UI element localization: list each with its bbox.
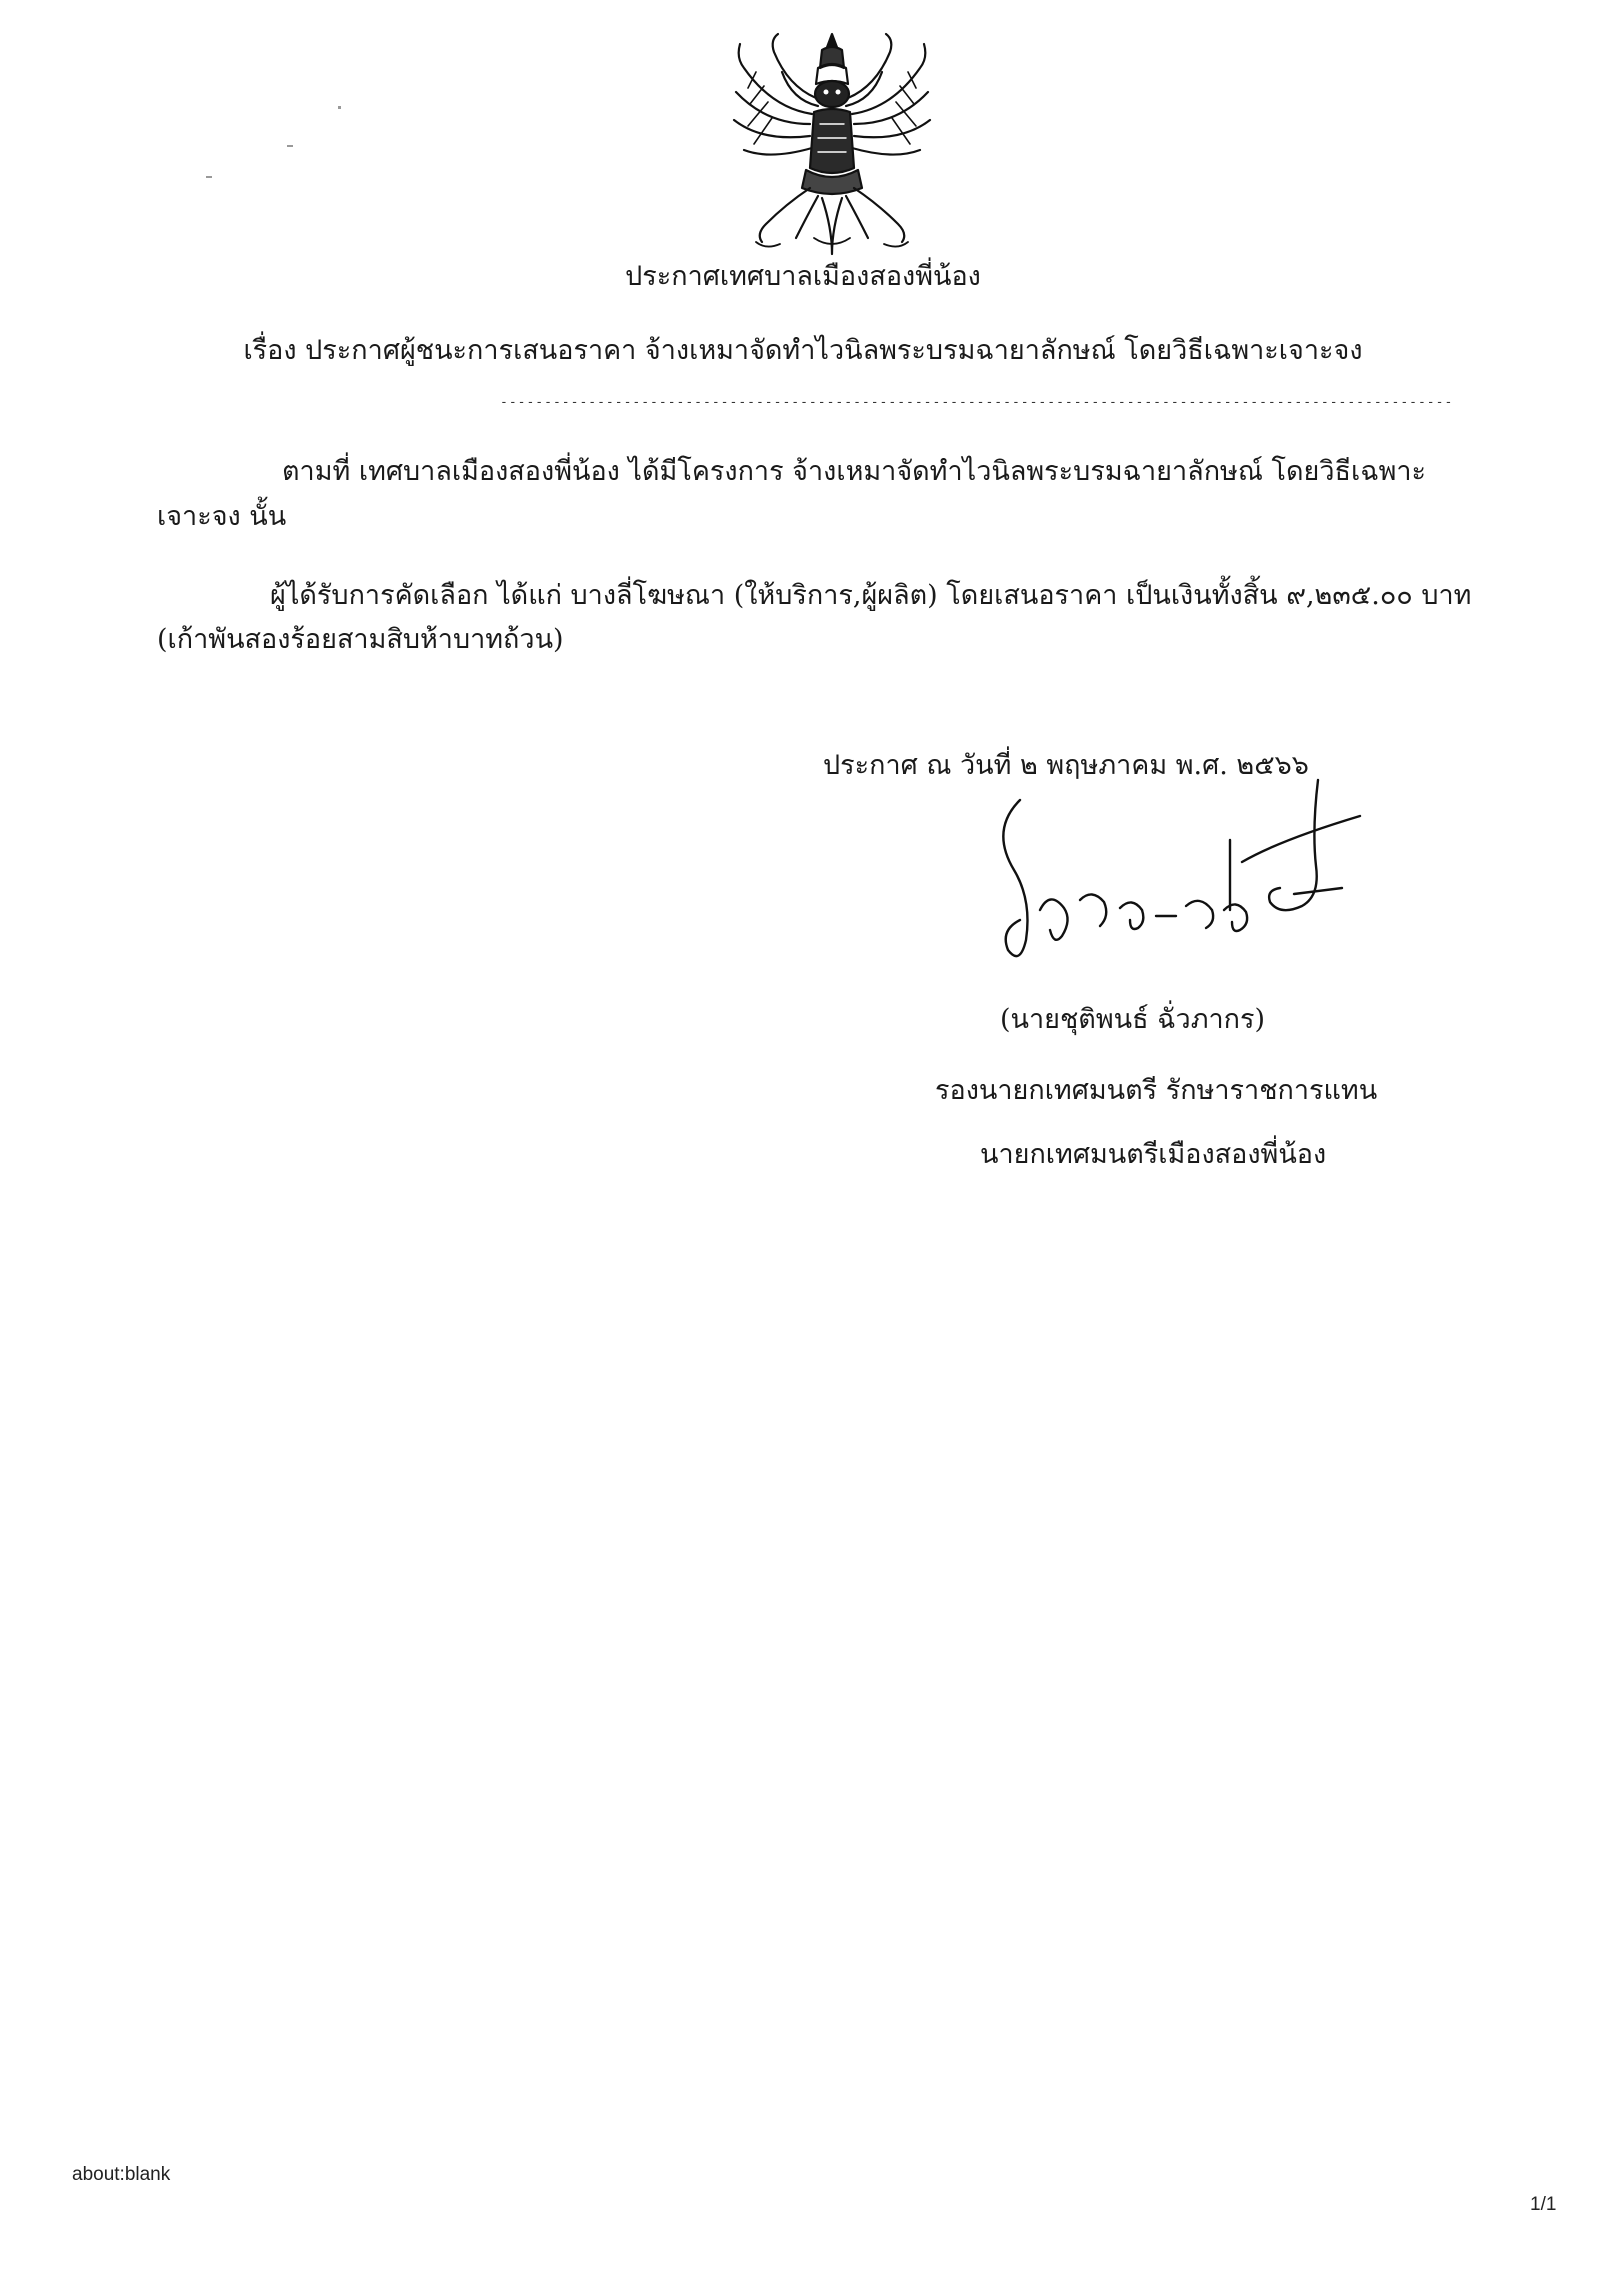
announcement-date: ประกาศ ณ วันที่ ๒ พฤษภาคม พ.ศ. ๒๕๖๖	[823, 750, 1309, 781]
announcement-title: ประกาศเทศบาลเมืองสองพี่น้อง	[625, 261, 981, 292]
garuda-emblem-icon	[726, 28, 938, 260]
paragraph-1-line-2: เจาะจง นั้น	[157, 501, 287, 532]
print-footer-page: 1/1	[1530, 2194, 1557, 2215]
announcement-subject: เรื่อง ประกาศผู้ชนะการเสนอราคา จ้างเหมาจัดทำไวนิลพระบรมฉายาลักษณ์ โดยวิธีเฉพาะเจาะจง	[243, 335, 1363, 366]
paragraph-1-line-1: ตามที่ เทศบาลเมืองสองพี่น้อง ได้มีโครงการ จ้างเหมาจัดทำไวนิลพระบรมฉายาลักษณ์ โดยวิธีเฉพาะ	[282, 456, 1427, 487]
divider-line: ------------------------------------------------------------------------------------------------------------	[500, 395, 1454, 410]
scan-speck	[206, 176, 212, 178]
handwritten-signature-icon	[980, 770, 1390, 980]
paragraph-2-line-2: (เก้าพันสองร้อยสามสิบห้าบาทถ้วน)	[157, 624, 564, 655]
scan-speck	[338, 106, 341, 109]
signatory-name: (นายชุติพนธ์ ฉั่วภากร)	[1000, 1004, 1266, 1035]
signatory-position-2: นายกเทศมนตรีเมืองสองพี่น้อง	[980, 1139, 1327, 1170]
print-footer-url: about:blank	[72, 2164, 171, 2185]
scan-speck	[287, 145, 293, 147]
signatory-position-1: รองนายกเทศมนตรี รักษาราชการแทน	[935, 1075, 1378, 1106]
paragraph-2-line-1: ผู้ได้รับการคัดเลือก ได้แก่ บางลี่โฆษณา (ให้บริการ,ผู้ผลิต) โดยเสนอราคา เป็นเงินทั้งสิ้น ๙,๒๓๕.๐๐ บาท	[270, 580, 1472, 611]
